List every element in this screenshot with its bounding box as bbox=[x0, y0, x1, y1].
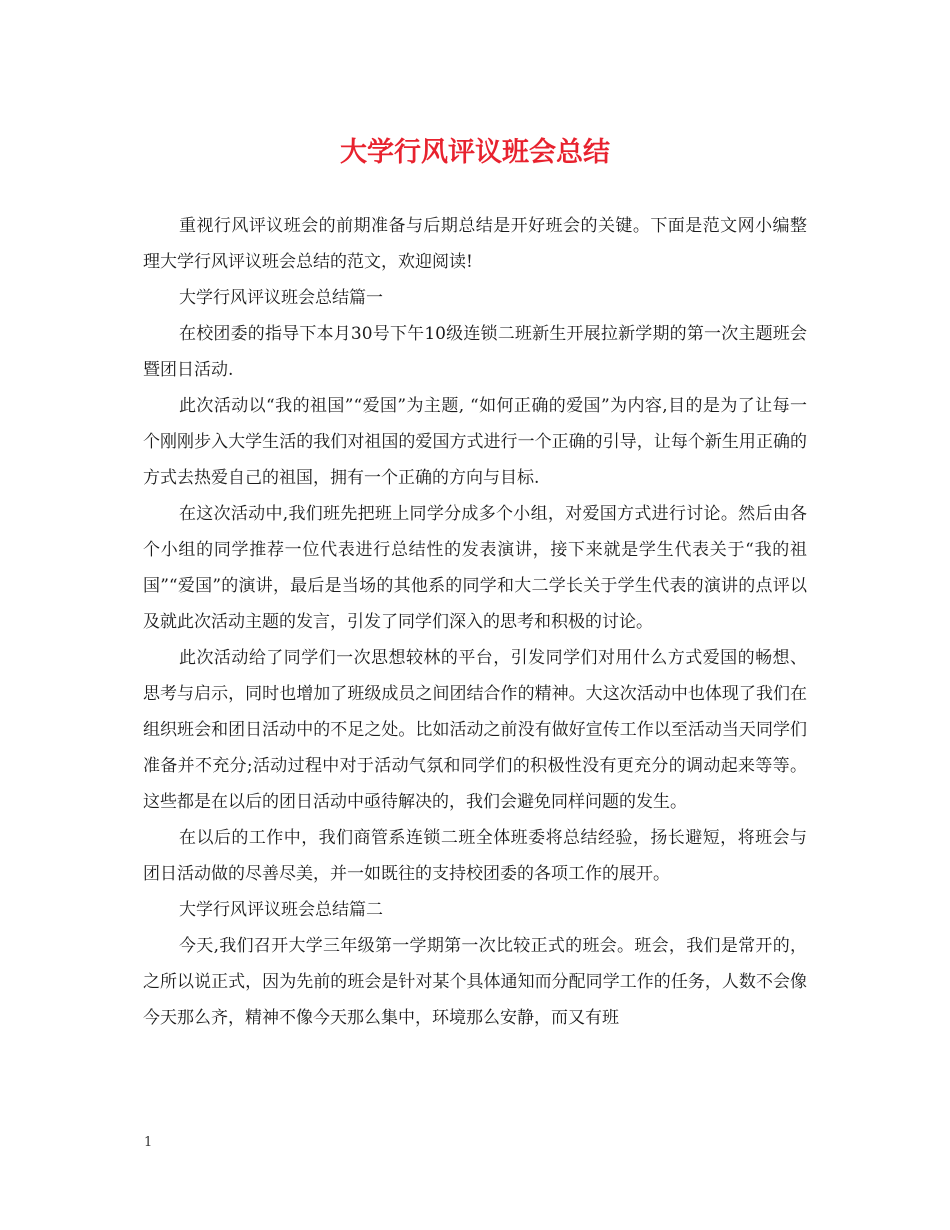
body-paragraph: 在以后的工作中，我们商管系连锁二班全体班委将总结经验，扬长避短，将班会与团日活动做的尽善尽美，并一如既往的支持校团委的各项工作的展开。 bbox=[143, 828, 807, 884]
section-heading: 大学行风评议班会总结篇一 bbox=[179, 288, 383, 308]
document-body bbox=[143, 208, 807, 1036]
page-number: 1 bbox=[144, 1135, 153, 1150]
body-paragraph: 此次活动以“我的祖国”“爱国”为主题, “如何正确的爱国”为内容,目的是为了让每一个刚刚步入大学生活的我们对祖国的爱国方式进行一个正确的引导，让每个新生用正确的方式去热爱自己的祖国，拥有一个正确的方向与目标. bbox=[143, 396, 807, 488]
body-paragraph: 此次活动给了同学们一次思想较林的平台，引发同学们对用什么方式爱国的畅想、思考与启示，同时也增加了班级成员之间团结合作的精神。大这次活动中也体现了我们在组织班会和团日活动中的不足之处。比如活动之前没有做好宣传工作以至活动当天同学们准备并不充分;活动过程中对于活动气氛和同学们的积极性没有更充分的调动起来等等。这些都是在以后的团日活动中亟待解决的，我们会避免同样问题的发生。 bbox=[143, 648, 807, 812]
body-paragraph: 在这次活动中,我们班先把班上同学分成多个小组，对爱国方式进行讨论。然后由各个小组的同学推荐一位代表进行总结性的发表演讲，接下来就是学生代表关于“我的祖国”“爱国”的演讲，最后是当场的其他系的同学和大二学长关于学生代表的演讲的点评以及就此次活动主题的发言，引发了同学们深入的思考和积极的讨论。 bbox=[143, 504, 807, 632]
section-heading: 大学行风评议班会总结篇二 bbox=[179, 900, 383, 920]
body-paragraph: 在校团委的指导下本月30号下午10级连锁二班新生开展拉新学期的第一次主题班会暨团日活动. bbox=[143, 324, 807, 380]
body-paragraph: 重视行风评议班会的前期准备与后期总结是开好班会的关键。下面是范文网小编整理大学行风评议班会总结的范文，欢迎阅读! bbox=[143, 216, 807, 272]
body-paragraph: 今天,我们召开大学三年级第一学期第一次比较正式的班会。班会，我们是常开的，之所以说正式，因为先前的班会是针对某个具体通知而分配同学工作的任务，人数不会像今天那么齐，精神不像今天那么集中，环境那么安静，而又有班 bbox=[143, 936, 807, 1028]
document-title: 大学行风评议班会总结 bbox=[340, 137, 610, 168]
